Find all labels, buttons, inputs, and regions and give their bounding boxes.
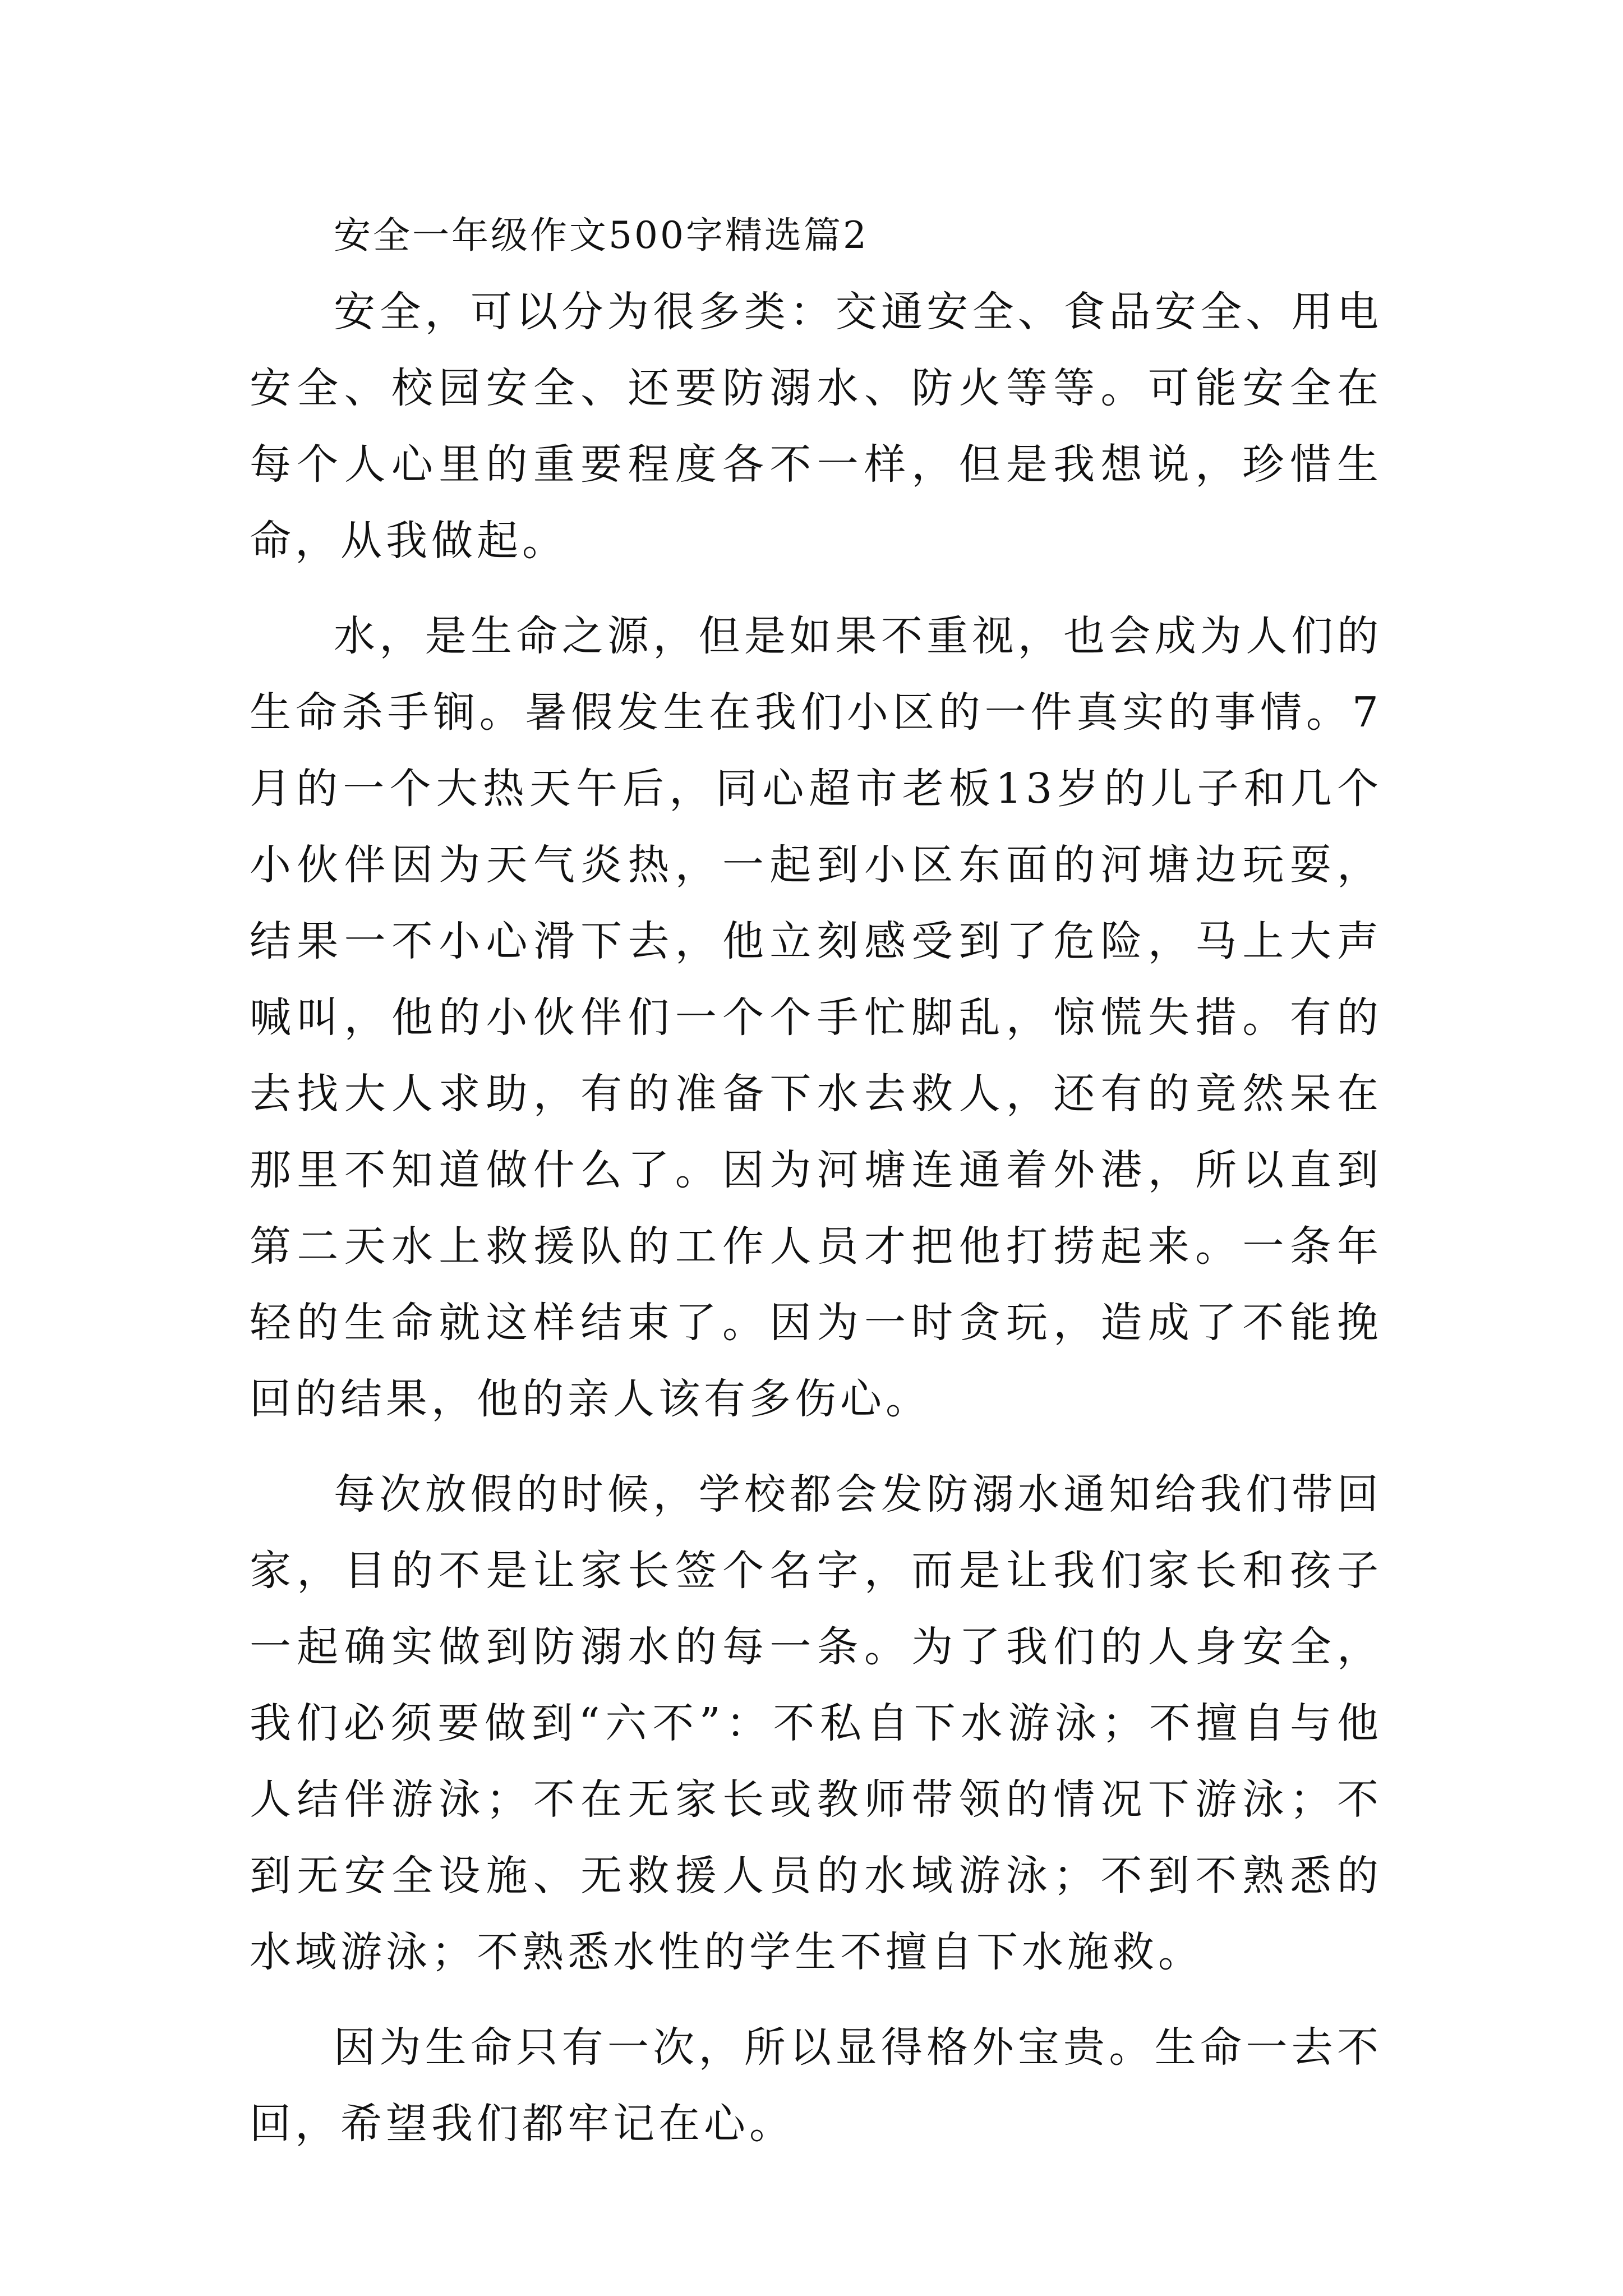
paragraph-gap xyxy=(250,579,1382,598)
paragraph-story: 水，是生命之源，但是如果不重视，也会成为人们的生命杀手锏。暑假发生在我们小区的一件真实的事情。7月的一个大热天午后，同心超市老板13岁的儿子和几个小伙伴因为天气炎热，一起到小区东面的河塘边玩耍，结果一不小心滑下去，他立刻感受到了危险，马上大声喊叫，他的小伙伴们一个个手忙脚乱，惊慌失措。有的去找大人求助，有的准备下水去救人，还有的竟然呆在那里不知道做什么了。因为河塘连通着外港，所以直到第二天水上救援队的工作人员才把他打捞起来。一条年轻的生命就这样结束了。因为一时贪玩，造成了不能挽回的结果，他的亲人该有多伤心。 xyxy=(250,612,1382,1423)
document-body xyxy=(250,197,1382,2162)
paragraph-gap xyxy=(250,1437,1382,1456)
paragraph-gap xyxy=(250,1990,1382,2009)
paragraph-rules: 每次放假的时候，学校都会发防溺水通知给我们带回家，目的不是让家长签个名字，而是让我们家长和孩子一起确实做到防溺水的每一条。为了我们的人身安全，我们必须要做到“六不”：不私自下水游泳；不擅自与他人结伴游泳；不在无家长或教师带领的情况下游泳；不到无安全设施、无救援人员的水域游泳；不到不熟悉的水域游泳；不熟悉水性的学生不擅自下水施救。 xyxy=(250,1470,1382,1976)
paragraph-intro: 安全，可以分为很多类：交通安全、食品安全、用电安全、校园安全、还要防溺水、防火等等。可能安全在每个人心里的重要程度各不一样，但是我想说，珍惜生命，从我做起。 xyxy=(250,288,1382,565)
essay-title: 安全一年级作文500字精选篇2 xyxy=(334,214,869,257)
paragraph-conclusion: 因为生命只有一次，所以显得格外宝贵。生命一去不回，希望我们都牢记在心。 xyxy=(250,2023,1382,2148)
